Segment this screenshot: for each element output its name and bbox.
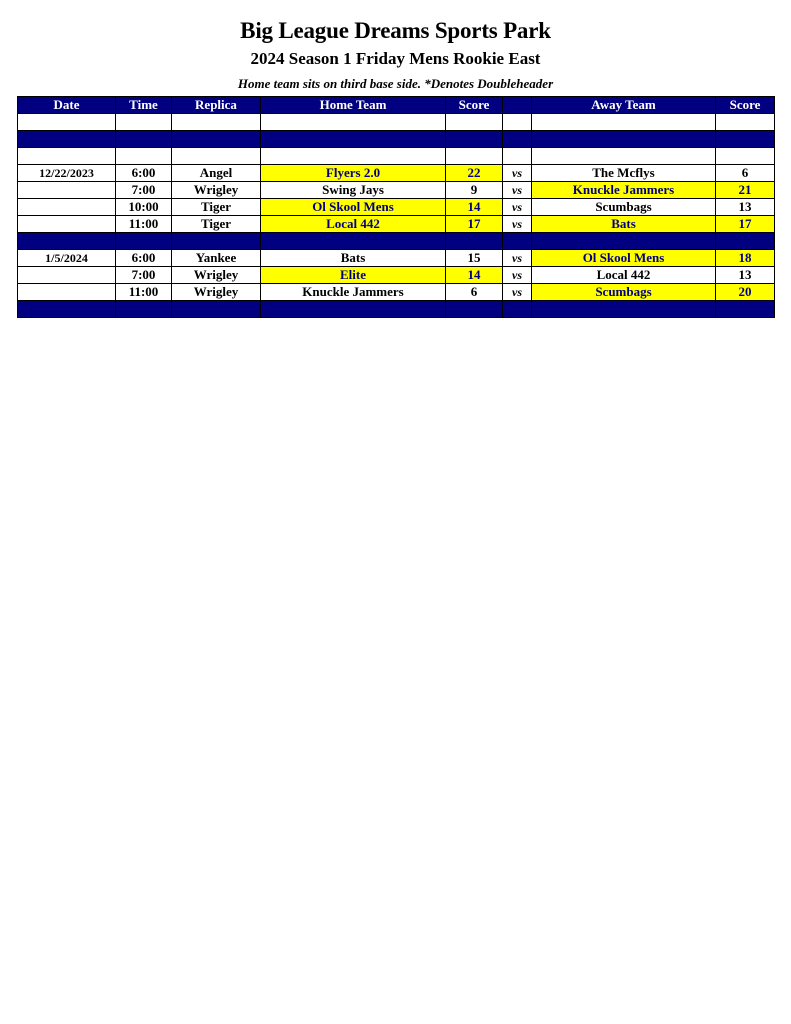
away-team: Scumbags <box>532 199 716 216</box>
home-team: Ol Skool Mens <box>261 199 446 216</box>
game-replica: Tiger <box>172 199 261 216</box>
game-date: 1/5/2024 <box>18 250 116 267</box>
game-replica: Tiger <box>172 216 261 233</box>
game-replica: Wrigley <box>172 284 261 301</box>
schedule-table <box>17 96 775 318</box>
vs-label: vs <box>503 267 532 284</box>
home-score: 14 <box>446 267 503 284</box>
game-date <box>18 182 116 199</box>
game-replica: Wrigley <box>172 182 261 199</box>
page-title: Big League Dreams Sports Park <box>240 18 551 43</box>
away-score: 17 <box>716 216 775 233</box>
column-header-away-score: Score <box>716 97 775 114</box>
away-score: 20 <box>716 284 775 301</box>
home-team: Elite <box>261 267 446 284</box>
blank-row <box>18 148 775 165</box>
game-date <box>18 216 116 233</box>
vs-label: vs <box>503 182 532 199</box>
home-score: 22 <box>446 165 503 182</box>
column-header-vs <box>503 97 532 114</box>
game-time: 7:00 <box>116 182 172 199</box>
home-score: 6 <box>446 284 503 301</box>
home-team: Local 442 <box>261 216 446 233</box>
band-row <box>18 131 775 148</box>
vs-label: vs <box>503 250 532 267</box>
vs-label: vs <box>503 284 532 301</box>
game-time: 6:00 <box>116 250 172 267</box>
game-replica: Wrigley <box>172 267 261 284</box>
game-row <box>18 182 775 199</box>
schedule-body <box>18 114 775 318</box>
away-score: 6 <box>716 165 775 182</box>
game-replica: Yankee <box>172 250 261 267</box>
game-replica: Angel <box>172 165 261 182</box>
game-date <box>18 284 116 301</box>
column-header-time: Time <box>116 97 172 114</box>
game-date <box>18 199 116 216</box>
game-row <box>18 284 775 301</box>
home-team: Flyers 2.0 <box>261 165 446 182</box>
header-row <box>18 97 775 114</box>
game-time: 6:00 <box>116 165 172 182</box>
page-subtitle: 2024 Season 1 Friday Mens Rookie East <box>250 49 541 68</box>
away-team: Local 442 <box>532 267 716 284</box>
column-header-away-team: Away Team <box>532 97 716 114</box>
home-team: Swing Jays <box>261 182 446 199</box>
vs-label: vs <box>503 165 532 182</box>
game-time: 11:00 <box>116 284 172 301</box>
home-score: 14 <box>446 199 503 216</box>
game-time: 10:00 <box>116 199 172 216</box>
home-team: Knuckle Jammers <box>261 284 446 301</box>
game-time: 11:00 <box>116 216 172 233</box>
away-score: 13 <box>716 267 775 284</box>
away-team: Bats <box>532 216 716 233</box>
band-row <box>18 233 775 250</box>
game-row <box>18 216 775 233</box>
column-header-home-score: Score <box>446 97 503 114</box>
away-team: The Mcflys <box>532 165 716 182</box>
game-row <box>18 267 775 284</box>
away-score: 18 <box>716 250 775 267</box>
away-score: 13 <box>716 199 775 216</box>
vs-label: vs <box>503 216 532 233</box>
away-team: Scumbags <box>532 284 716 301</box>
game-row <box>18 199 775 216</box>
away-score: 21 <box>716 182 775 199</box>
column-header-home-team: Home Team <box>261 97 446 114</box>
column-header-date: Date <box>18 97 116 114</box>
home-score: 17 <box>446 216 503 233</box>
away-team: Ol Skool Mens <box>532 250 716 267</box>
home-team: Bats <box>261 250 446 267</box>
page-note: Home team sits on third base side. *Denotes Doubleheader <box>237 76 554 91</box>
game-row <box>18 250 775 267</box>
band-row <box>18 301 775 318</box>
away-team: Knuckle Jammers <box>532 182 716 199</box>
game-date <box>18 267 116 284</box>
vs-label: vs <box>503 199 532 216</box>
home-score: 9 <box>446 182 503 199</box>
home-score: 15 <box>446 250 503 267</box>
game-date: 12/22/2023 <box>18 165 116 182</box>
game-time: 7:00 <box>116 267 172 284</box>
game-row <box>18 165 775 182</box>
blank-row <box>18 114 775 131</box>
column-header-replica: Replica <box>172 97 261 114</box>
